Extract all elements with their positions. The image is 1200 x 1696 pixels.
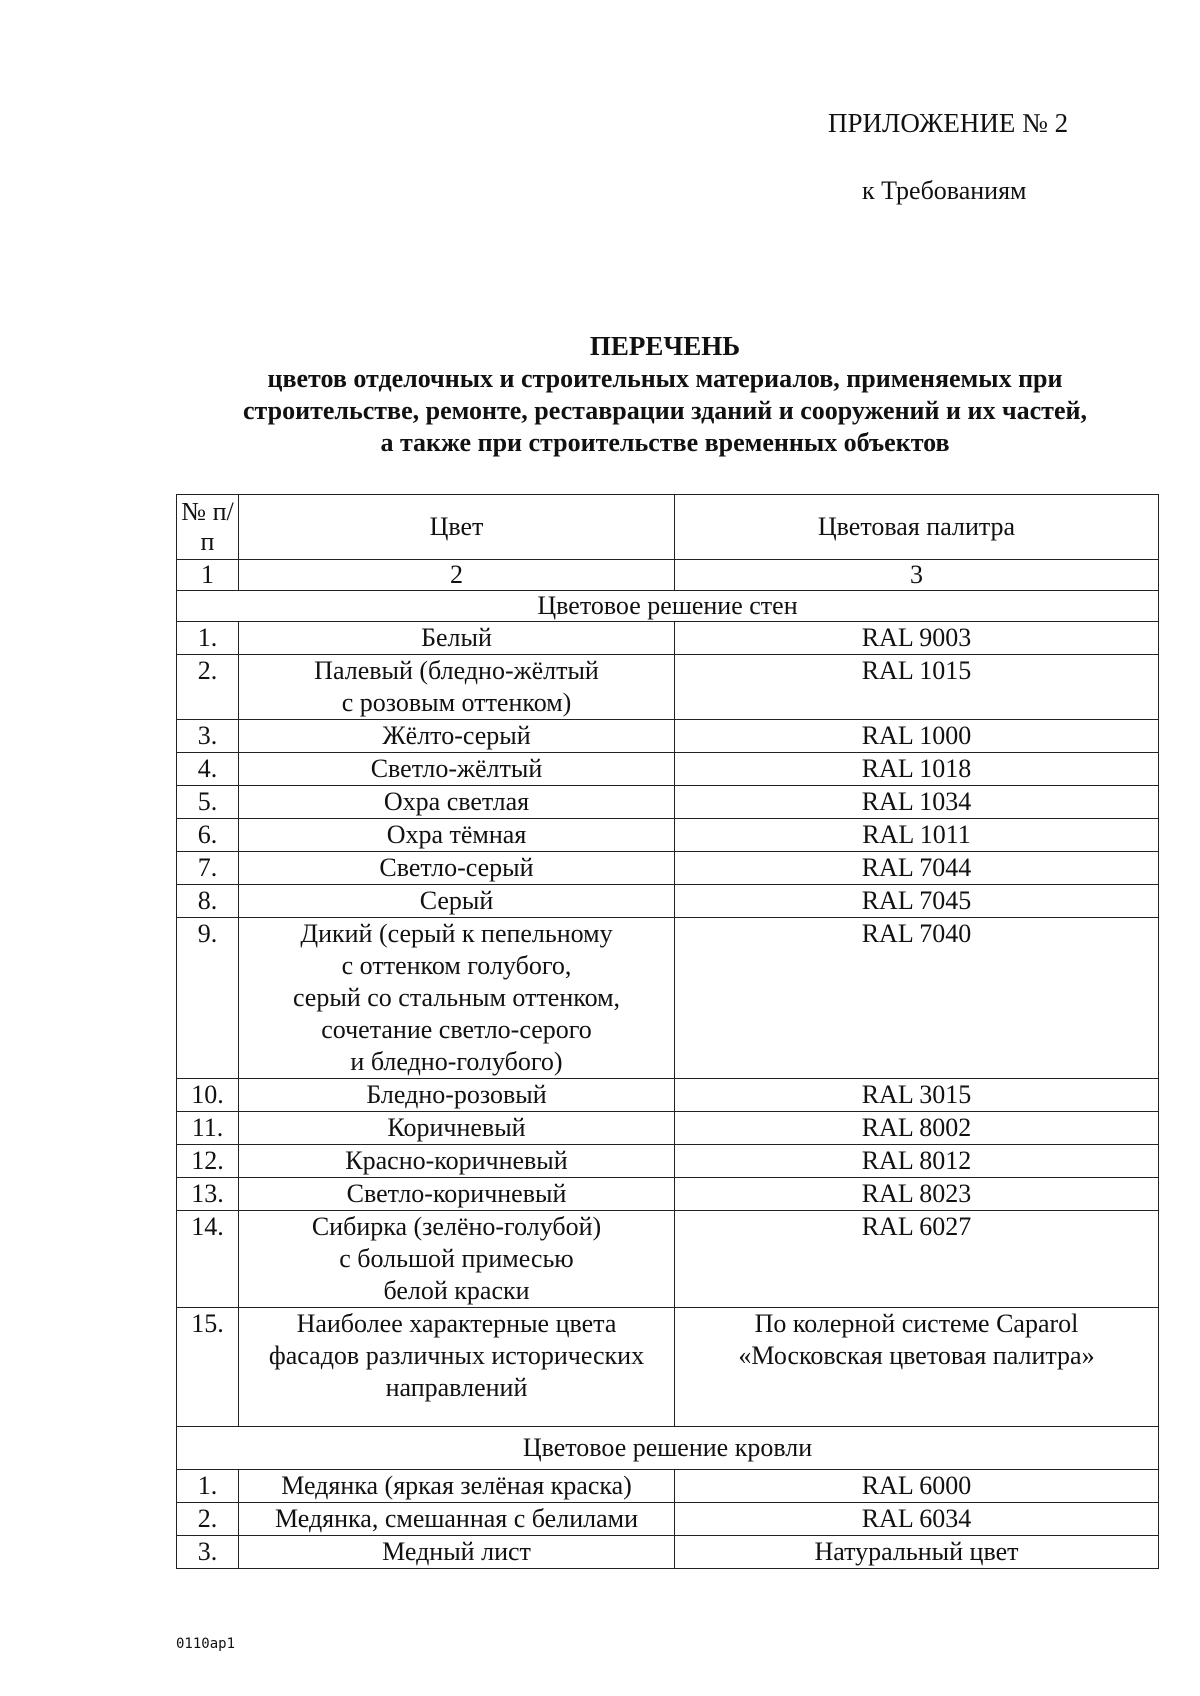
- cell-text-line: с розовым оттенком): [341, 688, 572, 717]
- table-row: [177, 786, 1159, 819]
- cell-color: [239, 1145, 675, 1178]
- cell-color: [239, 1470, 675, 1503]
- cell-text-line: с оттенком голубого,: [341, 951, 572, 980]
- table-row: [177, 819, 1159, 852]
- cell-text-line: Натуральный цвет: [814, 1537, 1019, 1566]
- cell-palette: [675, 1178, 1159, 1211]
- cell-text-line: Бледно-розовый: [366, 1080, 547, 1109]
- cell-text-line: Коричневый: [387, 1113, 526, 1142]
- cell-color: [239, 1211, 675, 1308]
- section-title: Цветовое решение стен: [177, 591, 1159, 622]
- column-number-row: [177, 560, 1159, 591]
- cell-num: [177, 1112, 239, 1145]
- table-row: [177, 720, 1159, 753]
- cell-palette: [675, 1308, 1159, 1427]
- color-list-table: [176, 494, 1159, 1569]
- cell-palette: [675, 720, 1159, 753]
- cell-num: [177, 786, 239, 819]
- cell-text-line: фасадов различных исторических: [268, 1341, 645, 1370]
- cell-num: [177, 852, 239, 885]
- table-row: [177, 1503, 1159, 1536]
- cell-color: [239, 1079, 675, 1112]
- cell-text-line: 9.: [197, 919, 218, 948]
- title-line: а также при строительстве временных объектов: [380, 428, 950, 457]
- cell-text-line: 11.: [191, 1113, 224, 1142]
- cell-text-line: Белый: [421, 623, 492, 652]
- cell-color: [239, 852, 675, 885]
- header-palette: Цветовая палитра: [675, 495, 1159, 560]
- cell-text-line: По колерной системе Caparol: [754, 1309, 1079, 1338]
- table-row: [177, 1145, 1159, 1178]
- cell-num: [177, 720, 239, 753]
- table-row: [177, 1308, 1159, 1427]
- cell-palette: [675, 885, 1159, 918]
- table-row: [177, 622, 1159, 655]
- cell-text-line: RAL 8012: [861, 1146, 972, 1175]
- cell-text-line: 6.: [197, 820, 218, 849]
- cell-text-line: Светло-коричневый: [346, 1179, 567, 1208]
- annex-reference: к Требованиям: [862, 176, 1027, 205]
- cell-text-line: 2.: [197, 1504, 218, 1533]
- cell-num: [177, 885, 239, 918]
- cell-text-line: 14.: [191, 1212, 224, 1241]
- cell-num: [177, 1145, 239, 1178]
- cell-text-line: серый со стальным оттенком,: [292, 983, 621, 1012]
- cell-palette: [675, 1112, 1159, 1145]
- cell-text-line: RAL 6000: [861, 1471, 972, 1500]
- title-line: цветов отделочных и строительных материалов, применяемых при: [267, 364, 1063, 393]
- cell-num: [177, 1079, 239, 1112]
- cell-text-line: Красно-коричневый: [345, 1146, 568, 1175]
- section-row: [177, 591, 1159, 622]
- column-number: 1: [177, 560, 239, 591]
- cell-text-line: RAL 8023: [861, 1179, 972, 1208]
- cell-palette: [675, 1145, 1159, 1178]
- cell-text-line: Палевый (бледно-жёлтый: [314, 656, 599, 685]
- table-row: [177, 918, 1159, 1079]
- cell-text-line: направлений: [385, 1373, 528, 1402]
- header-color: Цвет: [239, 495, 675, 560]
- cell-num: [177, 1536, 239, 1569]
- cell-text-line: RAL 1018: [861, 754, 972, 783]
- cell-text-line: «Московская цветовая палитра»: [738, 1341, 1095, 1370]
- cell-palette: [675, 852, 1159, 885]
- cell-palette: [675, 1536, 1159, 1569]
- table-row: [177, 1211, 1159, 1308]
- cell-text-line: RAL 7044: [861, 853, 972, 882]
- table-row: [177, 852, 1159, 885]
- table-row: [177, 1536, 1159, 1569]
- cell-text-line: Охра тёмная: [386, 820, 527, 849]
- cell-text-line: RAL 9003: [861, 623, 972, 652]
- cell-num: [177, 918, 239, 1079]
- cell-text-line: RAL 6034: [861, 1504, 972, 1533]
- cell-color: [239, 1112, 675, 1145]
- cell-palette: [675, 819, 1159, 852]
- cell-palette: [675, 622, 1159, 655]
- cell-text-line: Светло-серый: [379, 853, 534, 882]
- cell-palette: [675, 655, 1159, 720]
- cell-num: [177, 1211, 239, 1308]
- cell-color: [239, 753, 675, 786]
- column-number: 3: [675, 560, 1159, 591]
- cell-text-line: 8.: [197, 886, 218, 915]
- cell-palette: [675, 1470, 1159, 1503]
- cell-color: [239, 819, 675, 852]
- cell-text-line: RAL 8002: [861, 1113, 972, 1142]
- cell-text-line: 3.: [197, 721, 218, 750]
- cell-text-line: 12.: [191, 1146, 224, 1175]
- document-code: 0110ap1: [176, 1636, 236, 1652]
- cell-text-line: Медянка (яркая зелёная краска): [281, 1471, 632, 1500]
- cell-num: [177, 1503, 239, 1536]
- column-number: 2: [239, 560, 675, 591]
- cell-color: [239, 1178, 675, 1211]
- table-row: [177, 1470, 1159, 1503]
- cell-text-line: RAL 1000: [861, 721, 972, 750]
- cell-palette: [675, 1211, 1159, 1308]
- cell-color: [239, 885, 675, 918]
- table-row: [177, 885, 1159, 918]
- cell-palette: [675, 753, 1159, 786]
- cell-palette: [675, 918, 1159, 1079]
- cell-text-line: 4.: [197, 754, 218, 783]
- table-row: [177, 1112, 1159, 1145]
- cell-text-line: 1.: [197, 1471, 218, 1500]
- cell-color: [239, 786, 675, 819]
- section-title: Цветовое решение кровли: [177, 1427, 1159, 1470]
- cell-num: [177, 819, 239, 852]
- table-row: [177, 1178, 1159, 1211]
- cell-text-line: 7.: [197, 853, 218, 882]
- cell-text-line: RAL 7045: [861, 886, 972, 915]
- document-title: [150, 330, 1180, 459]
- cell-text-line: 3.: [197, 1537, 218, 1566]
- cell-text-line: Дикий (серый к пепельному: [300, 919, 613, 948]
- cell-num: [177, 655, 239, 720]
- cell-text-line: с большой примесью: [339, 1244, 574, 1273]
- cell-text-line: Жёлто-серый: [382, 721, 531, 750]
- table-row: [177, 753, 1159, 786]
- cell-text-line: RAL 7040: [861, 919, 972, 948]
- section-row: [177, 1427, 1159, 1470]
- cell-color: [239, 720, 675, 753]
- cell-color: [239, 1503, 675, 1536]
- cell-text-line: Охра светлая: [383, 787, 530, 816]
- cell-text-line: RAL 6027: [861, 1212, 972, 1241]
- cell-text-line: белой краски: [383, 1276, 530, 1305]
- title-line: строительстве, ремонте, реставрации зданий и сооружений и их частей,: [243, 396, 1087, 425]
- cell-num: [177, 622, 239, 655]
- cell-text-line: RAL 1011: [862, 820, 971, 849]
- table-row: [177, 655, 1159, 720]
- cell-text-line: Серый: [419, 886, 494, 915]
- cell-num: [177, 1178, 239, 1211]
- cell-color: [239, 918, 675, 1079]
- cell-text-line: Сибирка (зелёно-голубой): [311, 1212, 602, 1241]
- cell-palette: [675, 1503, 1159, 1536]
- cell-text-line: RAL 1015: [861, 656, 972, 685]
- cell-text-line: сочетание светло-серого: [321, 1015, 592, 1044]
- cell-text-line: 15.: [191, 1309, 224, 1338]
- table-row: [177, 1079, 1159, 1112]
- cell-color: [239, 655, 675, 720]
- cell-text-line: 2.: [197, 656, 218, 685]
- annex-number: ПРИЛОЖЕНИЕ № 2: [828, 108, 1069, 138]
- cell-color: [239, 1308, 675, 1427]
- cell-text-line: RAL 3015: [861, 1080, 972, 1109]
- cell-color: [239, 1536, 675, 1569]
- cell-text-line: Наиболее характерные цвета: [296, 1309, 617, 1338]
- cell-num: [177, 1470, 239, 1503]
- cell-text-line: и бледно-голубого): [350, 1047, 563, 1076]
- cell-color: [239, 622, 675, 655]
- header-num: № п/п: [177, 495, 239, 560]
- cell-text-line: Светло-жёлтый: [370, 754, 543, 783]
- cell-text-line: Медный лист: [382, 1537, 531, 1566]
- cell-text-line: RAL 1034: [861, 787, 972, 816]
- table-header-row: [177, 495, 1159, 560]
- cell-num: [177, 753, 239, 786]
- cell-text-line: 10.: [191, 1080, 224, 1109]
- cell-text-line: Медянка, смешанная с белилами: [274, 1504, 638, 1533]
- cell-text-line: 13.: [191, 1179, 224, 1208]
- cell-text-line: 1.: [197, 623, 218, 652]
- cell-palette: [675, 1079, 1159, 1112]
- title-main: ПЕРЕЧЕНЬ: [589, 331, 741, 361]
- cell-palette: [675, 786, 1159, 819]
- cell-num: [177, 1308, 239, 1427]
- cell-text-line: 5.: [197, 787, 218, 816]
